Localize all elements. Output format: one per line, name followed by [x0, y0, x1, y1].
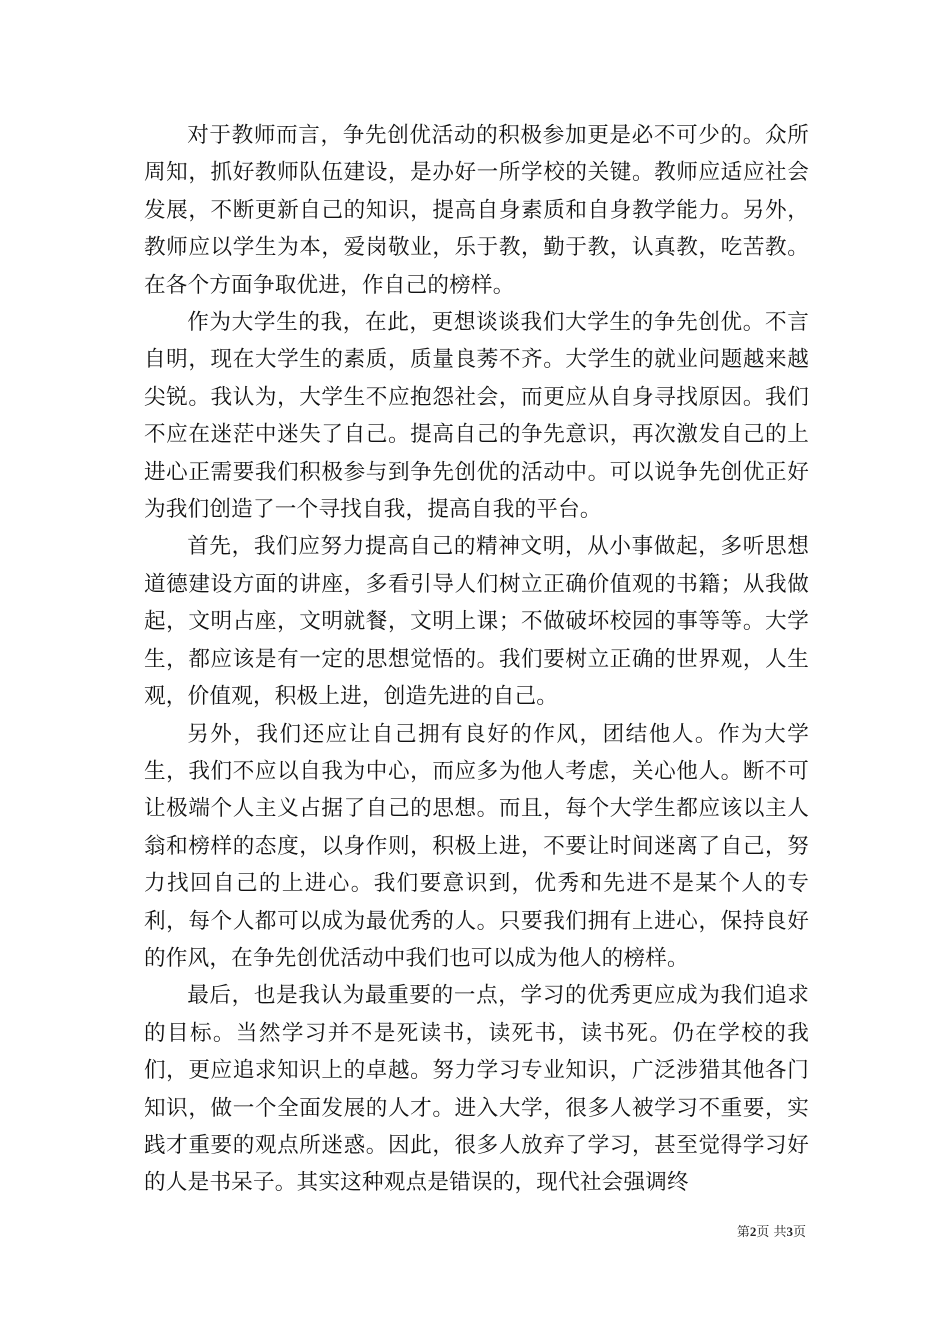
body-text — [144, 117, 809, 1202]
footer-prefix: 第 — [736, 1225, 750, 1240]
total-pages-number: 3 — [786, 1224, 793, 1239]
current-page-number: 2 — [749, 1224, 757, 1239]
paragraph-spiritual-civilization: 首先，我们应努力提高自己的精神文明，从小事做起，多听思想道德建设方面的讲座，多看引导人们树立正确价值观的书籍；从我做起，文明占座，文明就餐，文明上课；不做破坏校园的事等等。大学生，都应该是有一定的思想觉悟的。我们要树立正确的世界观，人生观，价值观，积极上进，创造先进的自己。 — [144, 534, 809, 710]
paragraph-students: 作为大学生的我，在此，更想谈谈我们大学生的争先创优。不言自明，现在大学生的素质，质量良莠不齐。大学生的就业问题越来越尖锐。我认为，大学生不应抱怨社会，而更应从自身寻找原因。我们不应在迷茫中迷失了自己。提高自己的争先意识，再次激发自己的上进心正需要我们积极参与到争先创优的活动中。可以说争先创优正好为我们创造了一个寻找自我，提高自我的平台。 — [144, 310, 809, 523]
footer-middle: 页 共 — [756, 1225, 787, 1240]
paragraph-good-conduct: 另外，我们还应让自己拥有良好的作风，团结他人。作为大学生，我们不应以自我为中心，而应多为他人考虑，关心他人。断不可让极端个人主义占据了自己的思想。而且，每个大学生都应该以主人翁和榜样的态度，以身作则，积极上进，不要让时间迷离了自己，努力找回自己的上进心。我们要意识到，优秀和先进不是某个人的专利，每个人都可以成为最优秀的人。只要我们拥有上进心，保持良好的作风，在争先创优活动中我们也可以成为他人的榜样。 — [144, 721, 809, 971]
paragraph-study-excellence: 最后，也是我认为最重要的一点，学习的优秀更应成为我们追求的目标。当然学习并不是死读书，读死书，读书死。仍在学校的我们，更应追求知识上的卓越。努力学习专业知识，广泛涉猎其他各门知识，做一个全面发展的人才。进入大学，很多人被学习不重要，实践才重要的观点所迷惑。因此，很多人放弃了学习，甚至觉得学习好的人是书呆子。其实这种观点是错误的，现代社会强调终 — [144, 983, 809, 1196]
page-number-footer — [600, 1223, 806, 1242]
footer-suffix: 页 — [792, 1225, 806, 1240]
paragraph-teachers: 对于教师而言，争先创优活动的积极参加更是必不可少的。众所周知，抓好教师队伍建设，是办好一所学校的关键。教师应适应社会发展，不断更新自己的知识，提高自身素质和自身教学能力。另外，教师应以学生为本，爱岗敬业，乐于教，勤于教，认真教，吃苦教。在各个方面争取优进，作自己的榜样。 — [144, 123, 809, 298]
